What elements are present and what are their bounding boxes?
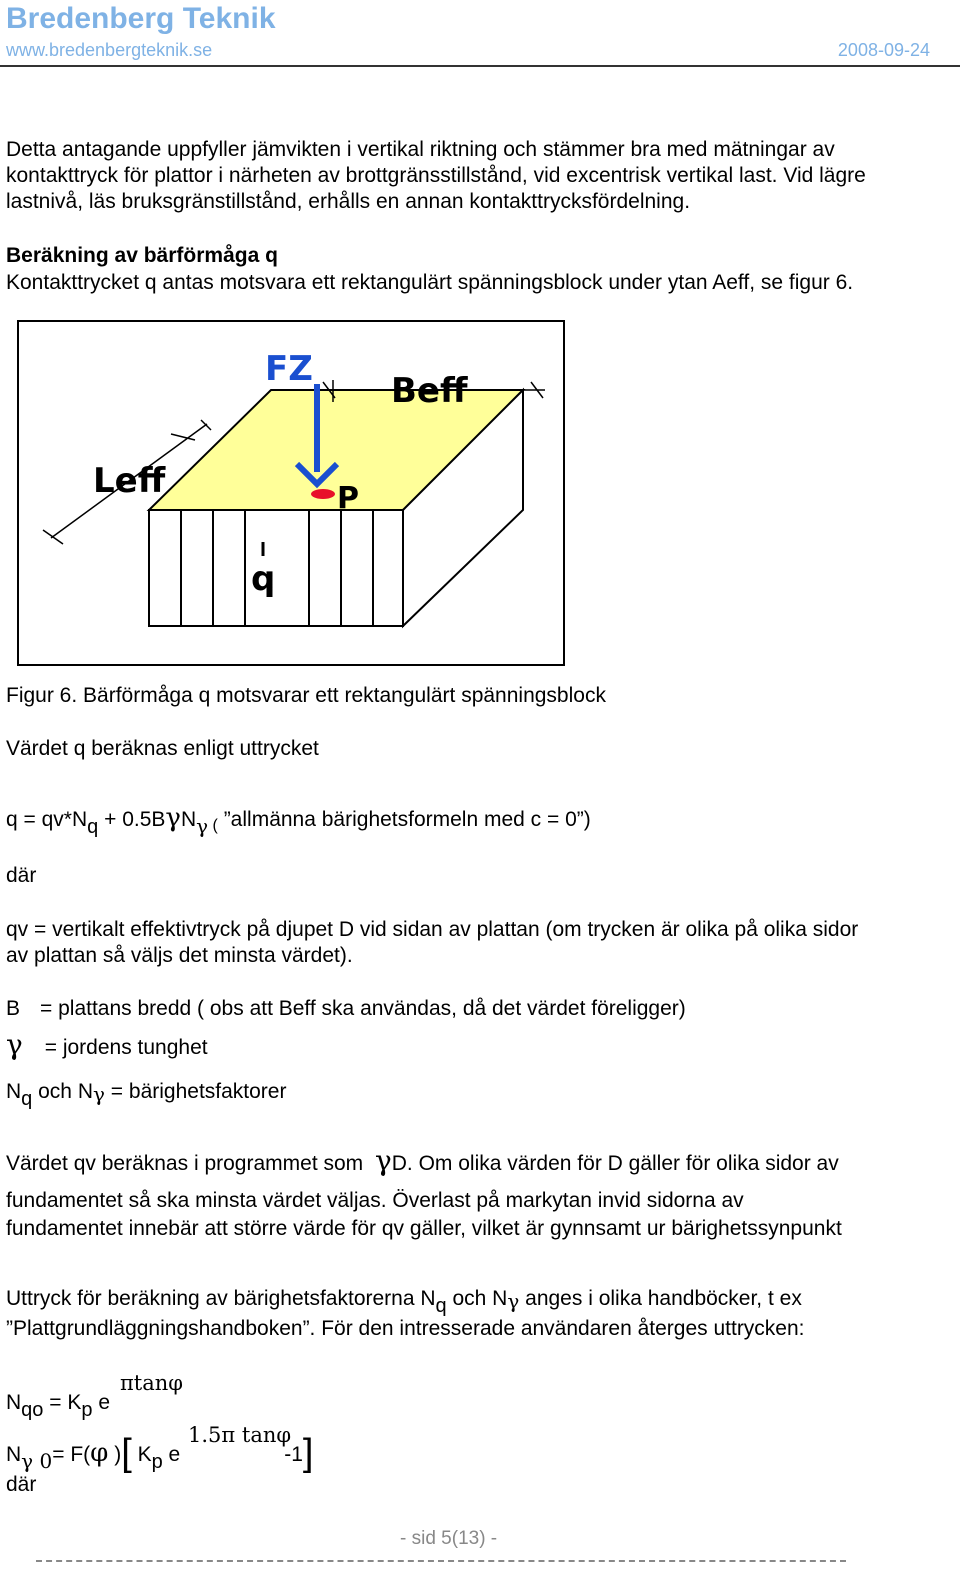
- formula-paren: (: [208, 817, 218, 834]
- eq1-eq: = K: [43, 1391, 82, 1414]
- gamma-text: = jordens tunghet: [44, 1036, 208, 1059]
- factors-och: och N: [446, 1287, 508, 1310]
- intro-line-3: lastnivå, läs bruksgränstillstånd, erhålls en annan kontakttrycksfördelning.: [6, 190, 691, 213]
- figure-caption: Figur 6. Bärförmåga q motsvarar ett rektangulärt spänningsblock: [6, 684, 606, 707]
- formula-sub-gamma: γ: [196, 814, 209, 838]
- eq2-rbrack: ]: [302, 1432, 314, 1474]
- eq1-n: N: [6, 1391, 22, 1414]
- dar-label-1: där: [6, 864, 37, 887]
- b-text: = plattans bredd ( obs att Beff ska användas, då det värdet föreligger): [40, 997, 686, 1020]
- factors-sub-gamma: γ: [507, 1289, 520, 1313]
- eq2-sub: γ 0: [21, 1449, 53, 1473]
- b-symbol: B: [6, 997, 21, 1020]
- eq1-sub: qo: [21, 1399, 44, 1421]
- factors-text-a: Uttryck för beräkning av bärighetsfaktorerna N: [6, 1287, 436, 1310]
- gamma-symbol: γ: [6, 1028, 23, 1061]
- formula-n: N: [180, 808, 197, 831]
- qv-calc-text-b: D. Om olika värden för D gäller för olika sidor av: [391, 1152, 839, 1175]
- formula-intro: Värdet q beräknas enligt uttrycket: [6, 737, 319, 760]
- formula-gamma: γ: [165, 803, 181, 833]
- eq2-eq: = F(: [52, 1443, 91, 1466]
- n-och: och N: [32, 1080, 93, 1103]
- qv-calc-line-3: fundamentet innebär att större värde för qv gäller, vilket är gynnsamt ur bärighetssynpunkt: [6, 1217, 842, 1240]
- n-prefix: N: [6, 1080, 22, 1103]
- b-definition: [6, 996, 686, 1022]
- factors-line-1: [6, 1286, 802, 1319]
- beff-label: Beff: [391, 371, 468, 411]
- brand-title: Bredenberg Teknik: [6, 2, 276, 35]
- intro-line-2: kontakttryck för plattor i närheten av brottgränsstillstånd, vid excentrisk vertikal last. Vid lägre: [6, 164, 866, 187]
- formula-mid: + 0.5B: [98, 808, 166, 831]
- dar-label-2: där: [6, 1473, 37, 1496]
- qv-definition-line-1: qv = vertikalt effektivtryck på djupet D vid sidan av plattan (om trycken är olika på olika sidor: [6, 918, 859, 941]
- eq2-lbrack: [: [121, 1432, 132, 1474]
- eq2-k: K: [131, 1443, 152, 1466]
- load-point: [311, 489, 335, 499]
- eq1-e: e: [92, 1391, 111, 1414]
- document-date: 2008-09-24: [837, 40, 930, 60]
- n-sub-gamma: γ: [93, 1082, 105, 1106]
- foundation-diagram: [19, 322, 563, 664]
- equation-nqo: [6, 1390, 110, 1423]
- formula-lhs: q = qv*N: [6, 808, 88, 831]
- factors-text-b: anges i olika handböcker, t ex: [519, 1287, 802, 1310]
- factors-sub-q: q: [435, 1295, 447, 1317]
- website-link[interactable]: www.bredenbergteknik.se: [6, 40, 213, 60]
- leff-label: Leff: [93, 461, 166, 501]
- figure-6: [17, 320, 565, 666]
- qv-calc-line-1: [6, 1144, 839, 1177]
- eq2-e: e: [162, 1443, 181, 1466]
- fz-label: FZ: [265, 349, 313, 389]
- p-label: P: [337, 481, 359, 516]
- factors-line-2: ”Plattgrundläggningshandboken”. För den intresserade användaren återges uttrycken:: [6, 1317, 805, 1340]
- eq1-exponent: [120, 1370, 183, 1397]
- eq1-exp: πtanφ: [120, 1371, 183, 1395]
- eq2-exp: 1.5π tanφ: [188, 1423, 292, 1447]
- n-definition: [6, 1079, 286, 1112]
- formula-comment: ”allmänna bärighetsformeln med c = 0”): [217, 808, 591, 831]
- section-text: Kontakttrycket q antas motsvara ett rektangulärt spänningsblock under ytan Aeff, se figur 6.: [6, 271, 854, 294]
- formula-sub-q: q: [87, 816, 99, 838]
- eq2-phi: φ: [90, 1438, 109, 1468]
- gamma-definition: [6, 1028, 208, 1061]
- eq2-n: N: [6, 1443, 22, 1466]
- eq2-minus: -1: [284, 1443, 303, 1466]
- eq1-ksub: p: [81, 1399, 93, 1421]
- qv-calc-text-a: Värdet qv beräknas i programmet som: [6, 1152, 369, 1175]
- eq2-close: ): [108, 1443, 122, 1466]
- qv-definition-line-2: av plattan så väljs det minsta värdet).: [6, 944, 353, 967]
- footer-divider: [36, 1560, 846, 1562]
- n-text: = bärighetsfaktorer: [104, 1080, 287, 1103]
- section-heading: Beräkning av bärförmåga q: [6, 244, 278, 267]
- block-front-face: [149, 510, 403, 626]
- header-divider: [0, 65, 960, 67]
- qv-calc-gamma: γ: [375, 1144, 392, 1177]
- n-sub-q: q: [21, 1088, 33, 1110]
- bearing-formula: [6, 805, 591, 840]
- intro-line-1: Detta antagande uppfyller jämvikten i vertikal riktning och stämmer bra med mätningar av: [6, 138, 835, 161]
- eq2-ksub: p: [151, 1451, 163, 1473]
- qv-calc-line-2: fundamentet så ska minsta värdet väljas. Överlast på markytan invid sidorna av: [6, 1189, 744, 1212]
- q-label: q: [251, 559, 276, 599]
- page-number: - sid 5(13) -: [400, 1528, 498, 1549]
